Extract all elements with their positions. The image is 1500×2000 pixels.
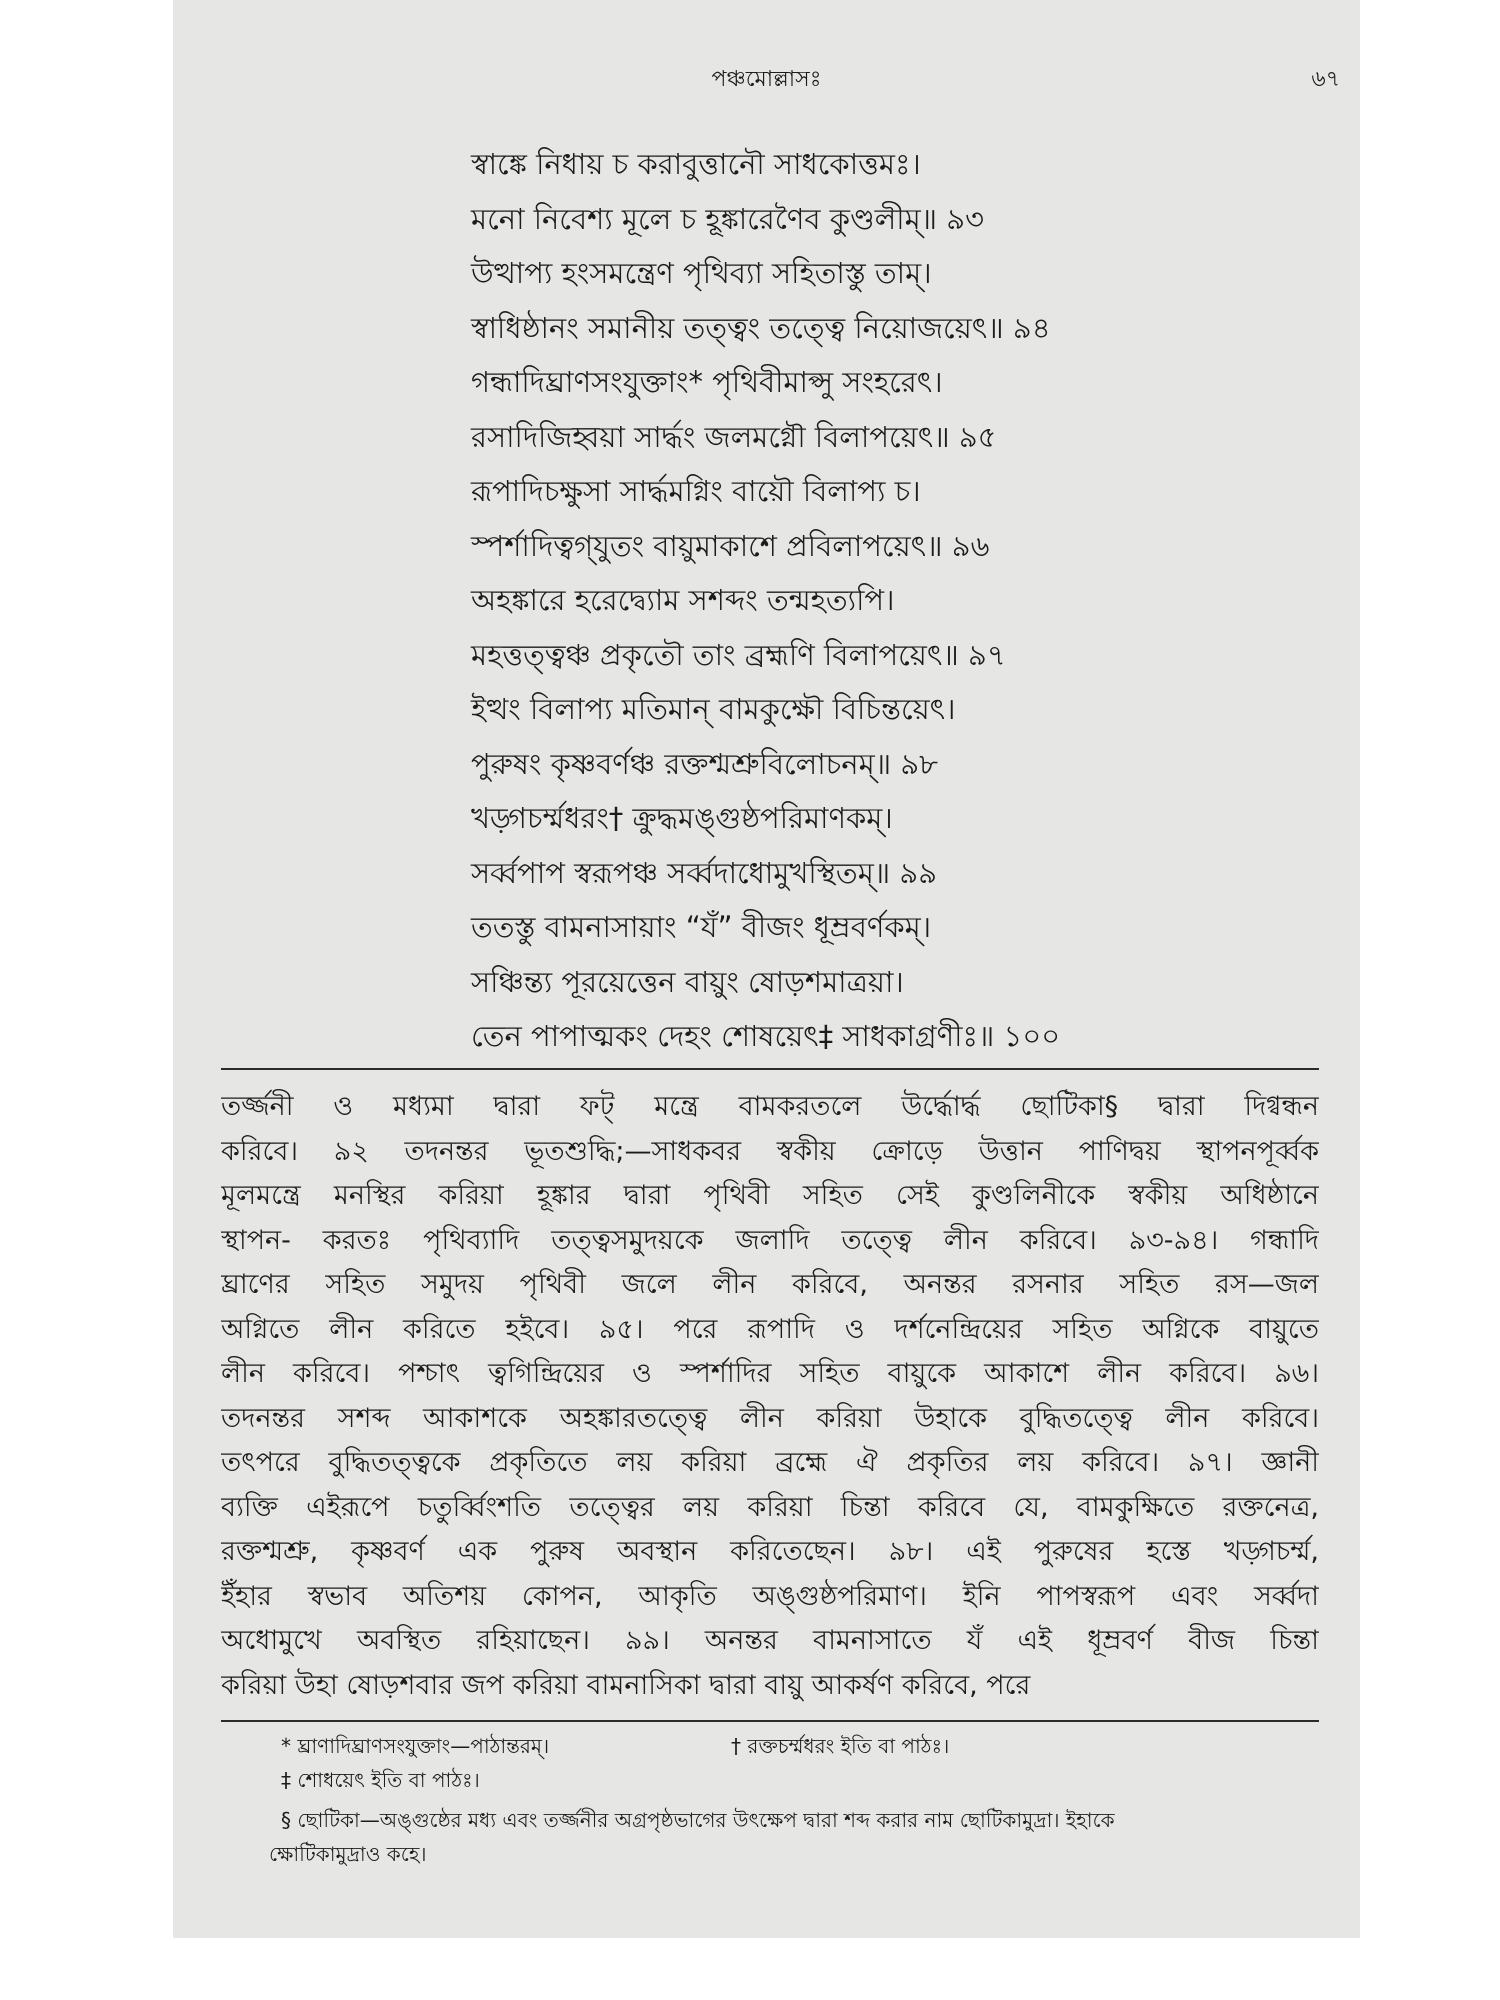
commentary-line: স্থাপন- করতঃ পৃথিব্যাদি তত্ত্বসমুদয়কে জলাদি তত্ত্বে লীন করিবে। ৯৩-৯৪। গন্ধাদি <box>221 1224 1319 1256</box>
footnotes <box>221 1730 1319 1872</box>
verse-line: সর্ব্বপাপ স্বরূপঞ্চ সর্ব্বদাধোমুখস্থিতম্॥ ৯৯ <box>471 855 938 890</box>
commentary-line: তর্জ্জনী ও মধ্যমা দ্বারা ফট্ মন্ত্রে বামকরতলে উর্দ্ধোর্দ্ধ ছোটিকা§ দ্বারা দিগ্বন্ধন <box>221 1091 1319 1122</box>
verse-line: স্বাঙ্কে নিধায় চ করাবুত্তানৌ সাধকোত্তমঃ। <box>471 147 921 181</box>
commentary-line: করিবে। ৯২ তদনন্তর ভূতশুদ্ধি;—সাধকবর স্বকীয় ক্রোড়ে উত্তান পাণিদ্বয় স্থাপনপূর্ব্বক <box>221 1135 1319 1167</box>
verse-line: অহঙ্কারে হরেদ্ব্যোম সশব্দং তন্মহত্যপি। <box>471 583 895 617</box>
commentary-line: তদনন্তর সশব্দ আকাশকে অহঙ্কারতত্ত্বে লীন করিয়া উহাকে বুদ্ধিতত্ত্বে লীন করিবে। <box>221 1402 1319 1434</box>
verse-line: উত্থাপ্য হংসমন্ত্রেণ পৃথিব্যা সহিতাস্তু তাম্। <box>471 256 932 290</box>
commentary-line: ইঁহার স্বভাব অতিশয় কোপন, আকৃতি অঙ্গুষ্ঠপরিমাণ। ইনি পাপস্বরূপ এবং সর্ব্বদা <box>221 1580 1319 1612</box>
verse-line: স্বাধিষ্ঠানং সমানীয় তত্ত্বং তত্ত্বে নিয়োজয়েৎ॥ ৯৪ <box>471 310 1051 345</box>
commentary-line: ঘ্রাণের সহিত সমুদয় পৃথিবী জলে লীন করিবে, অনন্তর রসনার সহিত রস—জল <box>221 1269 1319 1300</box>
commentary-line: লীন করিবে। পশ্চাৎ ত্বগিন্দ্রিয়ের ও স্পর্শাদির সহিত বায়ুকে আকাশে লীন করিবে। ৯৬। <box>221 1358 1319 1389</box>
footnote-star: * ঘ্রাণাদিঘ্রাণসংযুক্তাং—পাঠান্তরম্। <box>281 1734 550 1758</box>
verse-line: সঞ্চিন্ত্য পূরয়েত্তেন বায়ুং ষোড়শমাত্রয়া। <box>471 964 904 999</box>
commentary-line: ব্যক্তি এইরূপে চতুর্ব্বিংশতি তত্ত্বের লয় করিয়া চিন্তা করিবে যে, বামকুক্ষিতে রক্তনেত্র, <box>221 1491 1319 1523</box>
footnote-dagger: † রক্তচর্ম্মধরং ইতি বা পাঠঃ। <box>731 1734 950 1758</box>
verse-line: রূপাদিচক্ষুসা সার্দ্ধমগ্নিং বায়ৌ বিলাপ্য চ। <box>471 474 921 508</box>
footnote-section-line: § ছোটিকা—অঙ্গুষ্ঠের মধ্য এবং তর্জ্জনীর অগ্রপৃষ্ঠভাগের উৎক্ষেপ দ্বারা শব্দ করার নাম ছোটিকামুদ্রা। ইহাকে <box>281 1808 1115 1832</box>
running-header: পঞ্চমোল্লাসঃ <box>711 67 822 92</box>
footnote-double-dagger: ‡ শোধয়েৎ ইতি বা পাঠঃ। <box>281 1768 480 1792</box>
footnote-divider <box>221 1720 1319 1722</box>
sanskrit-verses <box>471 137 1271 1064</box>
verse-line: পুরুষং কৃষ্ণবর্ণঞ্চ রক্তশ্মশ্রুবিলোচনম্॥ ৯৮ <box>471 746 938 781</box>
commentary-line: করিয়া উহা ষোড়শবার জপ করিয়া বামনাসিকা দ্বারা বায়ু আকর্ষণ করিবে, পরে <box>221 1669 1031 1701</box>
verse-line: মনো নিবেশ্য মূলে চ হূঙ্কারেণৈব কুণ্ডলীম্॥ ৯৩ <box>471 201 984 236</box>
verse-line: খড়্গচর্ম্মধরং† ক্রুদ্ধমঙ্গুষ্ঠপরিমাণকম্। <box>471 801 893 835</box>
commentary-line: অধোমুখে অবস্থিত রহিয়াছেন। ৯৯। অনন্তর বামনাসাতে যঁ এই ধূম্রবর্ণ বীজ চিন্তা <box>221 1625 1319 1656</box>
verse-line: গন্ধাদিঘ্রাণসংযুক্তাং* পৃথিবীমাপ্সু সংহরেৎ। <box>471 365 943 399</box>
bengali-commentary <box>221 1085 1319 1708</box>
verse-line: তেন পাপাত্মকং দেহং শোষয়েৎ‡ সাধকাগ্রণীঃ॥ ১০০ <box>471 1019 1061 1053</box>
commentary-line: রক্তশ্মশ্রু, কৃষ্ণবর্ণ এক পুরুষ অবস্থান করিতেছেন। ৯৮। এই পুরুষের হস্তে খড়্গচর্ম্ম, <box>221 1536 1319 1567</box>
verse-divider <box>221 1068 1319 1070</box>
footnote-section-line: ক্ষোটিকামুদ্রাও কহে। <box>269 1842 427 1866</box>
page-number: ৬৭ <box>1311 67 1340 92</box>
commentary-line: তৎপরে বুদ্ধিতত্ত্বকে প্রকৃতিতে লয় করিয়া ব্রহ্মে ঐ প্রকৃতির লয় করিবে। ৯৭। জ্ঞানী <box>221 1447 1319 1478</box>
book-page <box>173 0 1360 1938</box>
verse-line: রসাদিজিহ্বয়া সার্দ্ধং জলমগ্নৌ বিলাপয়েৎ॥ ৯৫ <box>471 419 997 454</box>
verse-line: ততস্তু বামনাসায়াং “যঁ” বীজং ধূম্রবর্ণকম্। <box>471 910 932 944</box>
commentary-line: মূলমন্ত্রে মনস্থির করিয়া হূঙ্কার দ্বারা পৃথিবী সহিত সেই কুণ্ডলিনীকে স্বকীয় অধিষ্ঠানে <box>221 1180 1319 1211</box>
verse-line: ইত্থং বিলাপ্য মতিমান্ বামকুক্ষৌ বিচিন্তয়েৎ। <box>471 692 956 726</box>
verse-line: মহত্তত্ত্বঞ্চ প্রকৃতৌ তাং ব্রহ্মণি বিলাপয়েৎ॥ ৯৭ <box>471 637 1006 672</box>
commentary-line: অগ্নিতে লীন করিতে হইবে। ৯৫। পরে রূপাদি ও দর্শনেন্দ্রিয়ের সহিত অগ্নিকে বায়ুতে <box>221 1313 1319 1345</box>
verse-line: স্পর্শাদিত্বগ্‌যুতং বায়ুমাকাশে প্রবিলাপয়েৎ॥ ৯৬ <box>471 528 990 563</box>
